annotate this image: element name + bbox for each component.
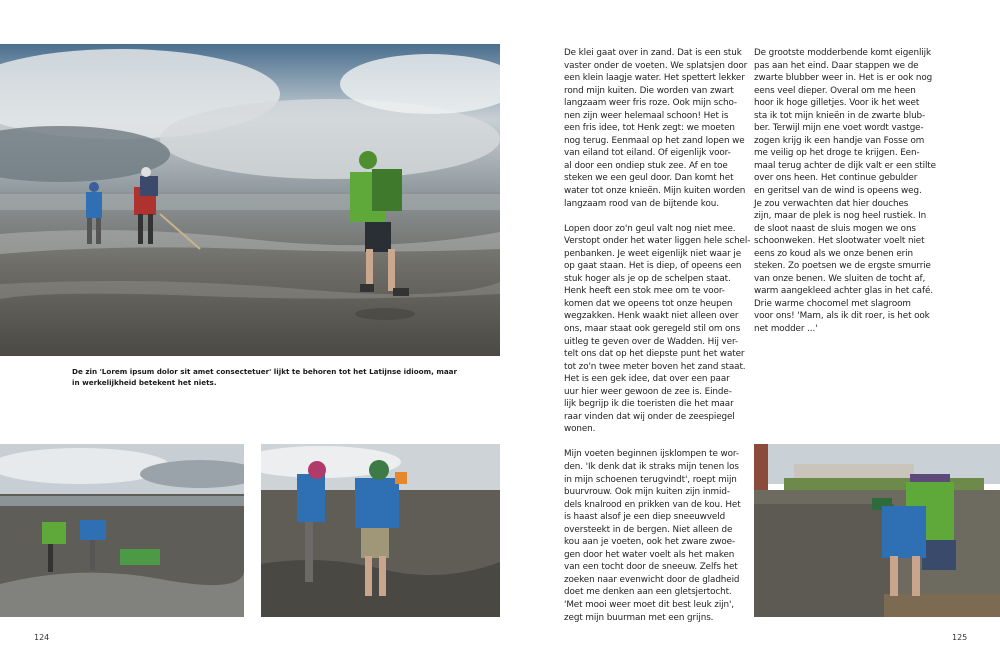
text-line: de sloot naast de sluis mogen we ons — [754, 223, 916, 234]
text-line: warm aangekleed achter glas in het café. — [754, 286, 933, 297]
text-line: over ons heen. Het continue gebulder — [754, 173, 918, 184]
text-line: stuk hoger als je op de schelpen staat. — [564, 273, 731, 284]
text-line: den. 'Ik denk dat ik straks mijn tenen los — [564, 461, 739, 472]
text-line: ber. Terwijl mijn ene voet wordt vastge- — [754, 123, 924, 134]
paragraph — [754, 47, 934, 336]
text-line: Drie warme chocomel met slagroom — [754, 298, 911, 309]
text-column-2 — [754, 47, 934, 348]
text-line: wegzakken. Henk waakt niet alleen over — [564, 311, 739, 322]
text-line: vaster onder de voeten. We splatsjen door — [564, 60, 748, 71]
text-line: zijn, maar de plek is nog heel rustiek. In — [754, 211, 927, 222]
text-line: hoor ik hoge gilletjes. Voor ik het weet — [754, 98, 920, 109]
text-line: langzaam rood van de bijtende kou. — [564, 198, 719, 209]
text-line: Je zou verwachten dat hier douches — [754, 198, 909, 209]
text-line: kou aan je voeten, ook het zware zwoe- — [564, 537, 736, 548]
text-line: raar vinden dat wij onder de zeespiegel — [564, 411, 735, 422]
text-line: Het is een gek idee, dat over een paar — [564, 374, 730, 385]
text-line: Henk heeft een stok mee om te voor- — [564, 286, 725, 297]
text-line: water tot onze knieën. Mijn kuiten worden — [564, 186, 746, 197]
photo-washing-legs-in-ditch — [754, 444, 1000, 617]
text-line: schoonweken. Het slootwater voelt niet — [754, 236, 925, 247]
text-line: steken. Zo poetsen we de ergste smurrie — [754, 261, 931, 272]
text-line: Mijn voeten beginnen ijsklompen te wor- — [564, 449, 739, 460]
text-line: penbanken. Je weet eigenlijk niet waar je — [564, 248, 742, 259]
text-line: al door een ondiep stuk zee. Af en toe — [564, 160, 728, 171]
page-number-right: 125 — [952, 633, 968, 642]
text-line: oversteekt in de bergen. Niet alleen de — [564, 524, 733, 535]
text-line: zogen krijg ik een handje van Fosse om — [754, 135, 925, 146]
paragraph — [564, 47, 748, 210]
text-line: nen zijn weer helemaal schoon! Het is — [564, 110, 729, 121]
text-line: voor ons! 'Mam, als ik dit roer, is het ook — [754, 311, 930, 322]
caption-line: De zin 'Lorem ipsum dolor sit amet consectetuer' lijkt te behoren tot het Latijnse idioom, maar — [72, 367, 458, 376]
text-line: De klei gaat over in zand. Dat is een stuk — [564, 48, 742, 58]
text-line: wonen. — [564, 424, 596, 435]
text-line: zwarte blubber weer in. Het is er ook nog — [754, 73, 933, 84]
photo-caption — [72, 366, 458, 388]
text-line: De grootste modderbende komt eigenlijk — [754, 48, 931, 58]
text-line: uitleg te geven over de Wadden. Hij ver- — [564, 336, 738, 347]
text-line: tot zo'n twee meter boven het zand staat. — [564, 361, 746, 372]
text-line: 'Met mooi weer moet dit best leuk zijn', — [564, 599, 734, 610]
text-line: ons, maar staat ook geregeld stil om ons — [564, 323, 741, 334]
text-line: een klein laagje water. Het spettert lekker — [564, 73, 745, 84]
paragraph — [564, 448, 744, 624]
text-line: een fris idee, tot Henk zegt: we moeten — [564, 123, 735, 134]
text-line: net modder ...' — [754, 324, 818, 335]
text-line: is haast alsof je een diep sneeuwveld — [564, 512, 726, 523]
text-line: op gaat staan. Het is diep, of opeens een — [564, 261, 742, 272]
text-line: nog terug. Eenmaal op het zand lopen we — [564, 135, 745, 146]
text-line: eens veel dieper. Overal om me heen — [754, 85, 916, 96]
text-line: me veilig op het droge te krijgen. Een- — [754, 148, 920, 159]
text-line: komen dat we opeens tot onze heupen — [564, 298, 733, 309]
text-line: in mijn schoenen terugvindt', roept mijn — [564, 474, 737, 485]
text-line: zoeken naar evenwicht door de gladheid — [564, 574, 740, 585]
text-column-1 — [564, 47, 751, 637]
text-line: en geritsel van de wind is opeens weg. — [754, 186, 922, 197]
caption-line: in werkelijkheid betekent het niets. — [72, 378, 217, 387]
text-line: steken we een geul door. Dan komt het — [564, 173, 734, 184]
text-line: rond mijn kuiten. Die worden van zwart — [564, 85, 734, 96]
text-line: lijk begrijp ik die toeristen die het maar — [564, 399, 734, 410]
text-line: eens zo koud als we onze benen erin — [754, 248, 913, 259]
photo-two-walkers-holding-hands — [261, 444, 500, 617]
text-line: Verstopt onder het water liggen hele schel- — [564, 236, 751, 247]
text-line: maal terug achter de dijk valt er een stilte — [754, 160, 936, 171]
text-line: dels knalrood en prikken van de kou. Het — [564, 499, 741, 510]
text-line: pas aan het eind. Daar stappen we de — [754, 60, 919, 71]
text-line: langzaam weer fris roze. Ook mijn scho- — [564, 98, 737, 109]
photo-wadlopers-mudflat — [0, 44, 500, 356]
text-line: van eiland tot eiland. Of eigenlijk voor- — [564, 148, 731, 159]
text-line: uur hier weer gewoon de zee is. Einde- — [564, 386, 732, 397]
text-line: zegt mijn buurman met een grijns. — [564, 612, 714, 623]
text-line: sta ik tot mijn knieën in de zwarte blub- — [754, 110, 926, 121]
text-line: van onze benen. We sluiten de tocht af, — [754, 273, 926, 284]
paragraph — [564, 223, 751, 436]
text-line: buurvrouw. Ook mijn kuiten zijn inmid- — [564, 487, 730, 498]
photo-walkers-in-mud — [0, 444, 244, 617]
text-line: Lopen door zo'n geul valt nog niet mee. — [564, 223, 736, 234]
text-line: doet me denken aan een gletsjertocht. — [564, 587, 732, 598]
text-line: van een tocht door de sneeuw. Zelfs het — [564, 562, 738, 573]
text-line: gen door het water voelt als het maken — [564, 549, 735, 560]
text-line: telt ons dat op het diepste punt het water — [564, 349, 745, 360]
page-number-left: 124 — [34, 633, 50, 642]
